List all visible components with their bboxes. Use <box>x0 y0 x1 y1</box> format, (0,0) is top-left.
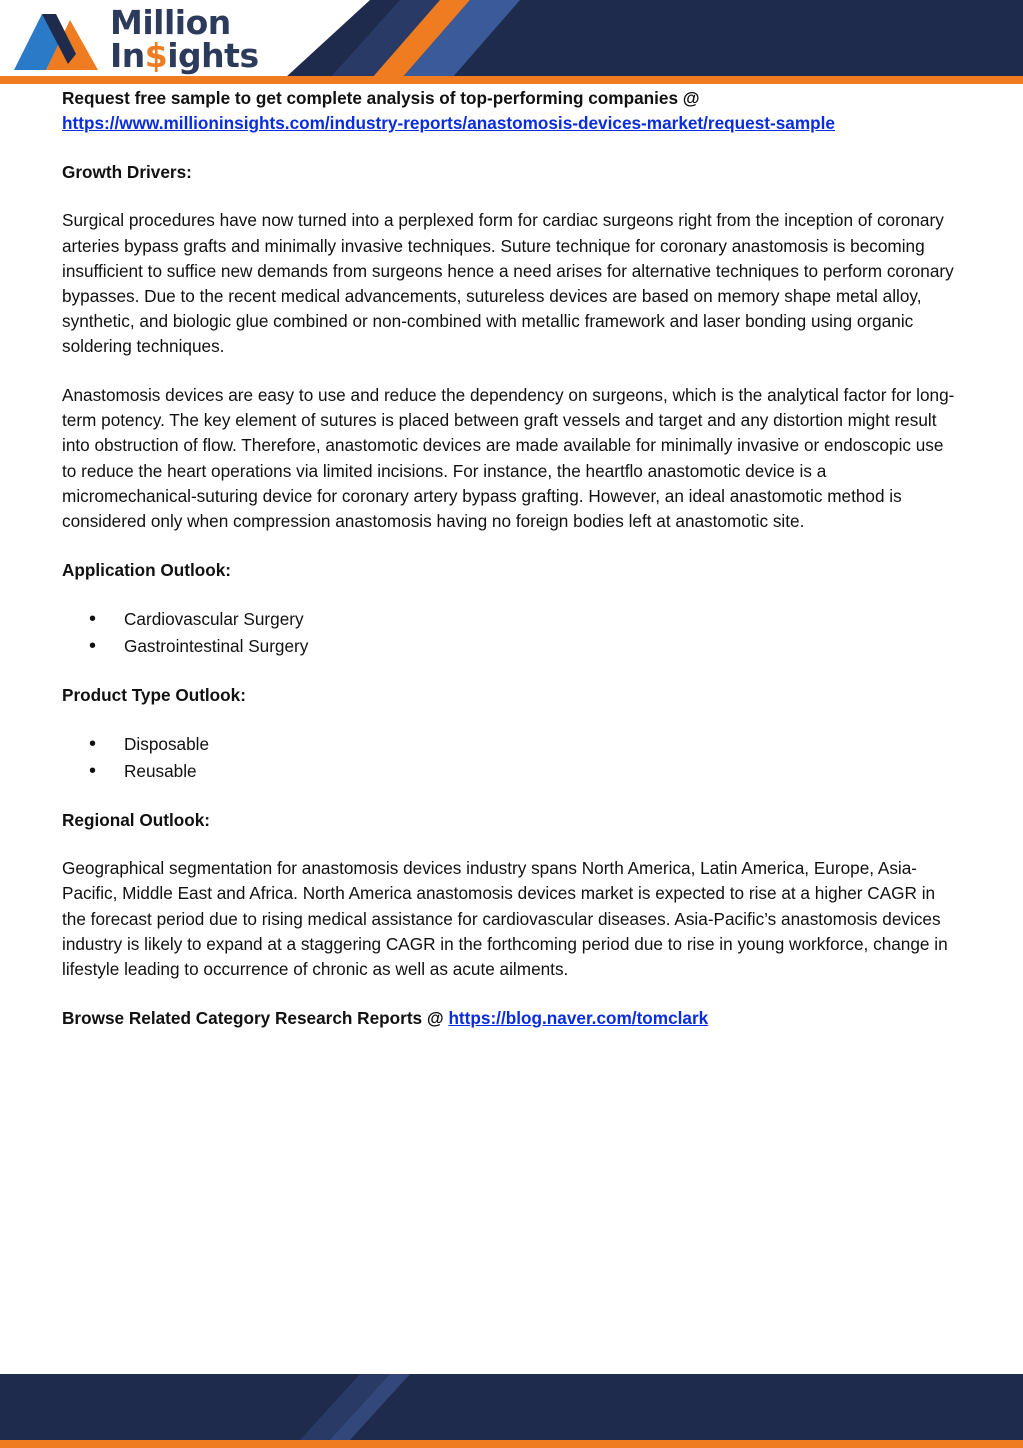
footer-graphic <box>0 1374 1023 1448</box>
application-outlook-heading: Application Outlook: <box>62 559 231 580</box>
regional-outlook-heading: Regional Outlook: <box>62 809 210 830</box>
sample-request-text: Request free sample to get complete analysis of top-performing companies @ <box>62 88 700 108</box>
product-type-list <box>62 731 962 784</box>
list-item: • Cardiovascular Surgery <box>62 606 962 633</box>
logo-line-1: Million <box>110 3 231 42</box>
regional-paragraph: Geographical segmentation for anastomosis devices industry spans North America, Latin America, Europe, Asia-Pacific, Middle East and Africa. North America anastomosis devices market is expected to rise at a higher CAGR in the forecast period due to rising medical assistance for cardiovascular diseases. Asia-Pacific’s anastomosis devices industry is likely to expand at a staggering CAGR in the forthcoming period due to rise in young workforce, change in lifestyle leading to occurrence of chronic as well as acute ailments. <box>62 858 948 979</box>
logo-line-2 <box>110 36 259 75</box>
logo-line-2-post: ights <box>167 36 259 75</box>
list-item: • Reusable <box>62 758 962 785</box>
logo-text <box>110 3 259 75</box>
browse-related-link[interactable]: https://blog.naver.com/tomclark <box>448 1007 709 1028</box>
browse-related-line <box>62 1006 962 1031</box>
growth-paragraph-2: Anastomosis devices are easy to use and reduce the dependency on surgeons, which is the analytical factor for long-term potency. The key element of sutures is placed between graft vessels and target and any distortion might result into obstruction of flow. Therefore, anastomotic devices are made available for minimally invasive or endoscopic use to reduce the heart operations via limited incisions. For instance, the heartflo anastomotic device is a micromechanical-suturing device for coronary artery bypass grafting. However, an ideal anastomotic method is considered only when compression anastomosis having no foreign bodies left at anastomotic site. <box>62 385 955 532</box>
application-list <box>62 606 962 659</box>
sample-request-link[interactable]: https://www.millioninsights.com/industry-reports/anastomosis-devices-market/request-sample <box>62 113 835 134</box>
browse-related-text: Browse Related Category Research Reports @ <box>62 1007 444 1028</box>
growth-drivers-heading: Growth Drivers: <box>62 161 192 182</box>
list-item: • Gastrointestinal Surgery <box>62 633 962 660</box>
logo-dollar-accent: $ <box>144 36 168 75</box>
footer-banner <box>0 1374 1023 1448</box>
document-body <box>62 86 962 1031</box>
logo-line-2-pre: In <box>110 36 145 75</box>
list-item: • Disposable <box>62 731 962 758</box>
header-banner <box>0 0 1023 84</box>
logo-mountain-icon <box>12 2 112 78</box>
product-type-heading: Product Type Outlook: <box>62 684 246 705</box>
growth-paragraph-1: Surgical procedures have now turned into a perplexed form for cardiac surgeons right from the inception of coronary arteries bypass grafts and minimally invasive techniques. Suture technique for coronary anastomosis is becoming insufficient to suffice new demands from surgeons hence a need arises for alternative techniques to perform coronary bypasses. Due to the recent medical advancements, sutureless devices are based on memory shape metal alloy, synthetic, and biologic glue combined or non-combined with metallic framework and laser bonding using organic soldering techniques. <box>62 210 954 357</box>
